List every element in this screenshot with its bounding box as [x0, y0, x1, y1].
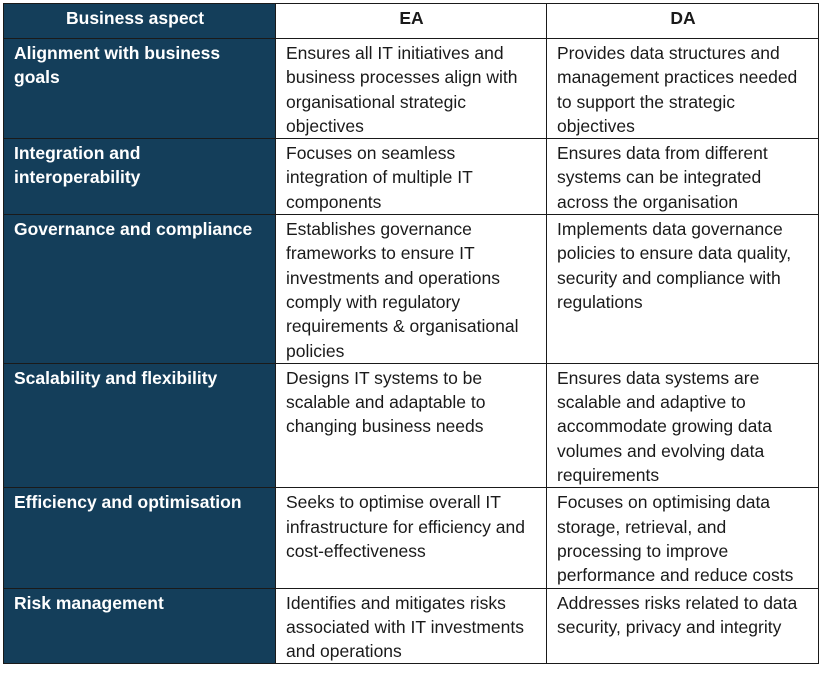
row-da-cell: Implements data governance policies to ensure data quality, security and compliance with regulations	[547, 215, 819, 364]
row-aspect: Efficiency and optimisation	[4, 488, 276, 588]
row-ea-cell: Focuses on seamless integration of multiple IT components	[276, 139, 547, 215]
row-aspect: Integration and interoperability	[4, 139, 276, 215]
header-business-aspect: Business aspect	[4, 4, 276, 39]
table-row	[4, 215, 819, 364]
table-row	[4, 588, 819, 664]
row-aspect: Scalability and flexibility	[4, 363, 276, 487]
row-da-cell: Provides data structures and management practices needed to support the strategic objectives	[547, 39, 819, 139]
table-row	[4, 39, 819, 139]
header-ea: EA	[276, 4, 547, 39]
row-da-cell: Ensures data from different systems can be integrated across the organisation	[547, 139, 819, 215]
row-ea-cell: Identifies and mitigates risks associated with IT investments and operations	[276, 588, 547, 664]
row-aspect: Alignment with business goals	[4, 39, 276, 139]
row-aspect: Governance and compliance	[4, 215, 276, 364]
row-ea-cell: Establishes governance frameworks to ensure IT investments and operations comply with regulatory requirements & organisational policies	[276, 215, 547, 364]
comparison-table	[3, 3, 819, 664]
header-row	[4, 4, 819, 39]
row-da-cell: Addresses risks related to data security, privacy and integrity	[547, 588, 819, 664]
table-row	[4, 363, 819, 487]
row-ea-cell: Designs IT systems to be scalable and adaptable to changing business needs	[276, 363, 547, 487]
row-ea-cell: Ensures all IT initiatives and business processes align with organisational strategic objectives	[276, 39, 547, 139]
row-aspect: Risk management	[4, 588, 276, 664]
row-da-cell: Focuses on optimising data storage, retrieval, and processing to improve performance and reduce costs	[547, 488, 819, 588]
row-da-cell: Ensures data systems are scalable and adaptive to accommodate growing data volumes and evolving data requirements	[547, 363, 819, 487]
table-row	[4, 488, 819, 588]
header-da: DA	[547, 4, 819, 39]
table-row	[4, 139, 819, 215]
row-ea-cell: Seeks to optimise overall IT infrastructure for efficiency and cost-effectiveness	[276, 488, 547, 588]
